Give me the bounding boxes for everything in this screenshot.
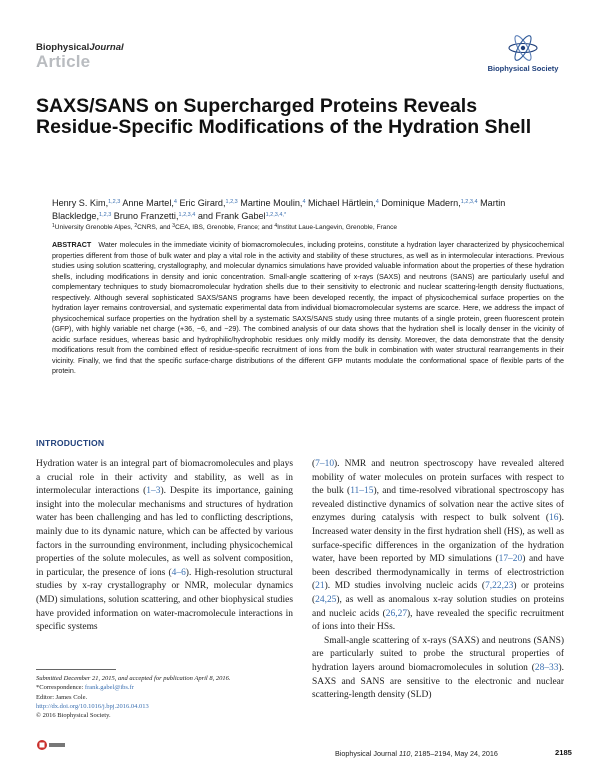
affiliation-text: CEA, IBS, Grenoble, France; and [175, 224, 275, 231]
paragraph-text: ). Despite its importance, gaining insight into the molecular mechanisms and structures of hydration water has been challenging and has led to conflicting descriptions, mainly due to its dynamic nature, which can be affected by various factors in the surrounding environment, including physicochemical properties of the solute molecules, as well as solvent composition, in particular, the presence of ions ( [36, 486, 293, 578]
author-name: Martin Blackledge, [52, 198, 506, 221]
author-affiliation-marker: 4 [375, 199, 379, 205]
page-number: 2185 [555, 748, 572, 757]
submission-dates: Submitted December 21, 2015, and accepted for publication April 8, 2016. [36, 675, 231, 682]
body-column-left [36, 458, 293, 635]
author-name: Henry S. Kim, [52, 198, 109, 208]
paragraph-text: ), and time-resolved vibrational spectroscopy has revealed distinctive dynamics of solvation near the active sites of enzymes during catalysis with respect to bulk solvent ( [312, 486, 564, 524]
author-list [52, 196, 562, 222]
author-affiliation-marker: 1,2,3,4 [178, 212, 196, 218]
affiliation-text: University Grenoble Alpes, [54, 224, 135, 231]
paragraph [312, 458, 564, 635]
citation-link[interactable]: 7,22,23 [485, 581, 514, 592]
citation-link[interactable]: 17–20 [498, 554, 523, 565]
citation-link[interactable]: 26,27 [385, 608, 408, 619]
author-affiliation-marker: 1,2,3 [108, 199, 121, 205]
editor-note: Editor: James Cole. [36, 693, 88, 701]
author-name: Martine Moulin, [240, 198, 303, 208]
biophysical-society-logo [478, 34, 568, 72]
author-affiliation-marker: 1,2,3,4 [460, 199, 478, 205]
affiliation-text: CNRS, and [137, 224, 173, 231]
affiliation-marker: 2 [134, 223, 138, 229]
author-name: Eric Girard, [179, 198, 226, 208]
citation-link[interactable]: 24,25 [315, 594, 337, 605]
author-affiliation-marker: 1,2,3 [225, 199, 238, 205]
correspondence: *Correspondence: frank.gabel@ibs.fr [36, 684, 134, 692]
footnotes [36, 674, 293, 720]
abstract-text: Water molecules in the immediate vicinity of biomacromolecules, including proteins, constitute a hydration layer characterized by physicochemical properties different from those of bulk water and play a vital role in the activity and stability of these structures, as well as in intermolecular interactions. Previous studies using solution scattering, crystallography, and molecular dynamics simulations have provided valuable information about the properties of these hydration shells, including modifications in density and ionic concentration. Small-angle scattering of x-rays (SAXS) and neutrons (SANS) are particularly useful and complementary techniques to study biomacromolecular hydration shells due to their sensitivity to electronic and nuclear scattering-length density fluctuations, respectively. Although several sophisticated SAXS/SANS programs have been developed recently, the impact of physicochemical surface properties on the hydration layer remains controversial, and systematic experimental data from individual biomacromolecular systems are scarce. Here, we address the impact of physicochemical surface properties on the hydration shell by a systematic SAXS/SANS study using three mutants of a single protein, green fluorescent protein (GFP), with highly variable net charge (+36, −6, and −29). The combined analysis of our data shows that the hydration shell is locally denser in the vicinity of acidic surface residues, whereas basic and hydrophilic/hydrophobic residues only mildly modify its density. Moreover, the data demonstrate that the density modifications result from the combined effect of residue-specific recruitment of ions from the bulk in combination with water structural rearrangements in their vicinity. Finally, we find that the specific surface-charge distributions of the different GFP mutants modulate the conformational space of flexible parts of the protein. [52, 241, 564, 375]
paragraph-text: ) and have been described thermodynamically in terms of electrostriction ( [312, 554, 564, 592]
abstract-label: ABSTRACT [52, 241, 92, 249]
paragraph-text: ), as well as anomalous x-ray solution studies on proteins and nucleic acids ( [312, 594, 564, 619]
paragraph [312, 635, 564, 703]
citation-link[interactable]: 11–15 [350, 486, 374, 497]
author-name: Bruno Franzetti, [113, 211, 179, 221]
author-affiliation-marker: 1,2,3 [99, 212, 112, 218]
author-affiliation-marker: 1,2,3,4,* [265, 212, 287, 218]
copyright: © 2016 Biophysical Society. [36, 712, 111, 720]
affiliation-marker: 3 [172, 223, 176, 229]
footer-citation: Biophysical Journal 110, 2185–2194, May 24, 2016 [335, 749, 498, 758]
paragraph-text: ). SAXS and SANS are sensitive to the electronic and nuclear scattering-length density (SLD) [312, 662, 564, 701]
affiliation-text: Institut Laue-Langevin, Grenoble, France [277, 224, 398, 231]
paragraph-text: ). MD studies involving nucleic acids ( [324, 581, 486, 592]
doi-link[interactable]: http://dx.doi.org/10.1016/j.bpj.2016.04.013 [36, 702, 149, 710]
affiliations [52, 222, 562, 232]
journal-name: BiophysicalJournal [36, 42, 124, 53]
society-name: Biophysical Society [487, 64, 559, 73]
paragraph-text: ). Increased water density in the first hydration shell (HS), as well as surface-specific differences in the organization of the hydration water, have been reported by MD simulations ( [312, 513, 564, 565]
paragraph-text: Small-angle scattering of x-rays (SAXS) and neutrons (SANS) are particularly suited to probe the structural properties of hydration layers around biomacromolecules in solution ( [312, 635, 564, 673]
article-title: SAXS/SANS on Supercharged Proteins Reveals Residue-Specific Modifications of the Hydration Shell [36, 95, 532, 138]
author-name: and Frank Gabel [197, 211, 266, 221]
body-column-right [312, 458, 564, 703]
footnote-divider [36, 669, 116, 670]
abstract [52, 240, 564, 377]
section-heading-introduction: INTRODUCTION [36, 438, 105, 448]
paragraph-text: Hydration water is an integral part of biomacromolecules and plays a crucial role in their activity and stability, as well as in intermolecular interactions ( [36, 459, 293, 497]
citation-link[interactable]: 21 [315, 581, 325, 592]
paragraph-text: ). NMR and neutron spectroscopy have revealed altered mobility of water molecules on protein surfaces with respect to the bulk ( [312, 459, 564, 497]
citation-link[interactable]: 28–33 [534, 662, 559, 673]
author-affiliation-marker: 4 [173, 199, 177, 205]
paragraph-text: ). High-resolution structural studies by x-ray crystallography or NMR, molecular dynamics (MD) simulations, solution scattering, and other biophysical studies have provided information on water-macromolecule interactions in specific systems [36, 567, 293, 633]
citation-link[interactable]: 16 [549, 513, 559, 524]
paragraph [36, 458, 293, 635]
author-name: Anne Martel, [122, 198, 174, 208]
citation-link[interactable]: 1–3 [146, 486, 161, 497]
paragraph-text: ) or proteins ( [312, 581, 564, 605]
correspondence-email-link[interactable]: frank.gabel@ibs.fr [84, 684, 134, 692]
affiliation-marker: 4 [274, 223, 278, 229]
society-logo-icon [478, 34, 568, 64]
crossmark-icon[interactable] [36, 738, 66, 750]
paragraph-text: ( [312, 459, 316, 469]
article-type-label: Article [36, 52, 91, 71]
author-name: Michael Härtlein, [308, 198, 376, 208]
affiliation-marker: 1 [52, 223, 55, 229]
author-affiliation-marker: 4 [302, 199, 306, 205]
author-name: Dominique Madern, [381, 198, 461, 208]
citation-link[interactable]: 7–10 [315, 459, 335, 469]
citation-link[interactable]: 4–6 [171, 567, 186, 578]
paragraph-text: ), have revealed the specific recruitment of ions into their HSs. [312, 608, 564, 633]
